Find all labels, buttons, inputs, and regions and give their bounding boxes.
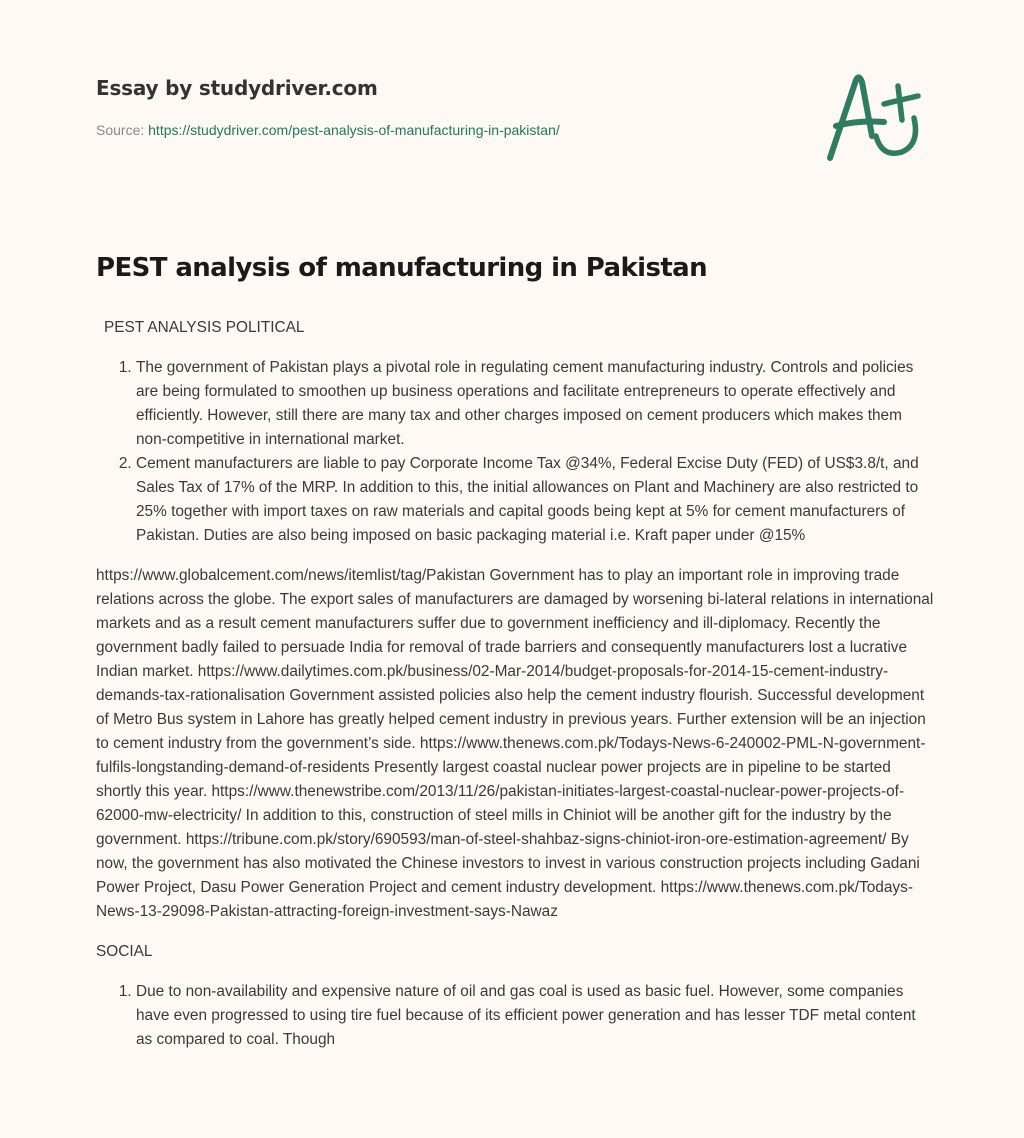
source-link[interactable]: https://studydriver.com/pest-analysis-of-manufacturing-in-pakistan/ <box>148 122 560 138</box>
a-plus-grade-icon <box>822 66 932 166</box>
page-title: PEST analysis of manufacturing in Pakistan <box>96 253 708 283</box>
political-list <box>96 356 936 548</box>
political-section-label: PEST ANALYSIS POLITICAL <box>104 319 305 336</box>
brand-title: Essay by studydriver.com <box>96 76 378 100</box>
body-paragraph: https://www.globalcement.com/news/itemlist/tag/Pakistan Government has to play an important role in improving trade relations across the globe. The export sales of manufacturers are damaged by worsening bi-lateral relations in international markets and as a result cement manufacturers suffer due to government inefficiency and ill-diplomacy. Recently the government badly failed to persuade India for removal of trade barriers and consequently manufacturers lost a lucrative Indian market. https://www.dailytimes.com.pk/business/02-Mar-2014/budget-proposals-for-2014-15-cement-industry-demands-tax-rationalisation Government assisted policies also help the cement industry flourish. Successful development of Metro Bus system in Lahore has greatly helped cement industry in previous years. Further extension will be an injection to cement industry from the government’s side. https://www.thenews.com.pk/Todays-News-6-240002-PML-N-government-fulfils-longstanding-demand-of-residents Presently largest coastal nuclear power projects are in pipeline to be started shortly this year. https://www.thenewstribe.com/2013/11/26/pakistan-initiates-largest-coastal-nuclear-power-projects-of-62000-mw-electricity/ In addition to this, construction of steel mills in Chiniot will be another gift for the industry by the government. https://tribune.com.pk/story/690593/man-of-steel-shahbaz-signs-chiniot-iron-ore-estimation-agreement/ By now, the government has also motivated the Chinese investors to invest in various construction projects including Gadani Power Project, Dasu Power Generation Project and cement industry development. https://www.thenews.com.pk/Todays-News-13-29098-Pakistan-attracting-foreign-investment-says-Nawaz <box>96 567 934 920</box>
article-body <box>96 316 936 1068</box>
list-item: 1. Due to non-availability and expensive nature of oil and gas coal is used as basic fuel. However, some companies have even progressed to using tire fuel because of its efficient power generation and has lesser TDF metal content as compared to coal. Though <box>136 980 936 1052</box>
source-label: Source: <box>96 122 149 138</box>
list-item: 2. Cement manufacturers are liable to pay Corporate Income Tax @34%, Federal Excise Duty (FED) of US$3.8/t, and Sales Tax of 17% of the MRP. In addition to this, the initial allowances on Plant and Machinery are also restricted to 25% together with import taxes on raw materials and capital goods being kept at 5% for cement manufacturers of Pakistan. Duties are also being imposed on basic packaging material i.e. Kraft paper under @15% <box>136 452 936 548</box>
essay-header <box>96 76 796 138</box>
social-list <box>96 980 936 1052</box>
source-line <box>96 122 796 138</box>
social-section-label: SOCIAL <box>96 943 153 960</box>
list-item: 1. The government of Pakistan plays a pivotal role in regulating cement manufacturing industry. Controls and policies are being formulated to smoothen up business operations and facilitate entrepreneurs to operate effectively and efficiently. However, still there are many tax and other charges imposed on cement producers which makes them non-competitive in international market. <box>136 356 936 452</box>
